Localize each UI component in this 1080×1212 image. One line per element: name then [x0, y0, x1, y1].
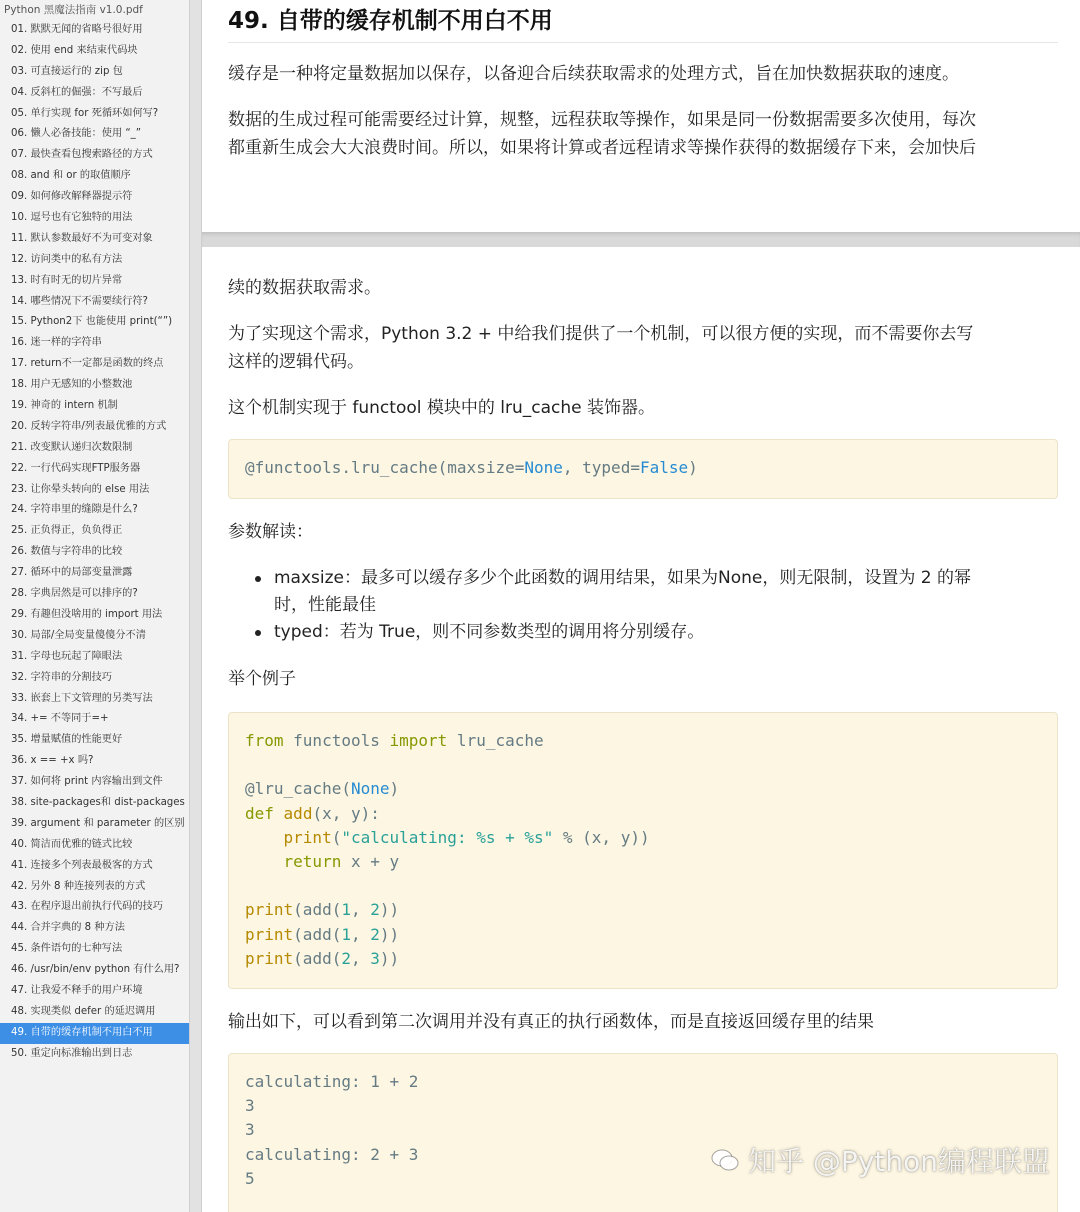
- section-title: 49. 自带的缓存机制不用白不用: [228, 4, 1058, 43]
- code-line: def add(x, y):: [245, 803, 380, 823]
- wechat-icon: [710, 1147, 740, 1173]
- outline-item[interactable]: 24. 字符串里的缝隙是什么?: [11, 504, 138, 516]
- code-block-output: [228, 1053, 1058, 1212]
- outline-item[interactable]: 37. 如何将 print 内容输出到文件: [11, 776, 163, 788]
- outline-item[interactable]: 18. 用户无感知的小整数池: [11, 379, 133, 391]
- outline-item[interactable]: 02. 使用 end 来结束代码块: [11, 44, 138, 56]
- code-line: [245, 753, 1057, 777]
- paragraph-continuation: 续的数据获取需求。: [228, 278, 381, 298]
- outline-item[interactable]: 26. 数值与字符串的比较: [11, 546, 123, 558]
- code-line: [245, 874, 1057, 898]
- paragraph-python-mechanism: [228, 320, 1058, 376]
- param-typed: typed：若为 True，则不同参数类型的调用将分别缓存。: [248, 619, 1058, 646]
- outline-item[interactable]: 48. 实现类似 defer 的延迟调用: [11, 1005, 156, 1017]
- paragraph-line: 都重新生成会大大浪费时间。所以，如果将计算或者远程请求等操作获得的数据缓存下来，会加快后: [228, 138, 976, 158]
- outline-item[interactable]: 19. 神奇的 intern 机制: [11, 400, 118, 412]
- code-constant: False: [639, 458, 689, 477]
- outline-item[interactable]: 45. 条件语句的七种写法: [11, 943, 123, 955]
- outline-item[interactable]: 16. 迷一样的字符串: [11, 337, 102, 349]
- output-line: 3: [245, 1096, 255, 1116]
- outline-item[interactable]: 40. 简洁而优雅的链式比较: [11, 838, 133, 850]
- outline-item[interactable]: 09. 如何修改解释器提示符: [11, 191, 133, 203]
- outline-item[interactable]: 27. 循环中的局部变量泄露: [11, 567, 133, 579]
- outline-item[interactable]: 15. Python2下 也能使用 print(“”): [11, 316, 173, 328]
- example-heading: 举个例子: [228, 669, 296, 689]
- code-line: from functools import lru_cache: [245, 731, 544, 750]
- param-text: maxsize：最多可以缓存多少个此函数的调用结果，如果为None，则无限制，设置为 2 的幂: [274, 568, 971, 588]
- pdf-page-1: [202, 0, 1080, 232]
- outline-item[interactable]: 05. 单行实现 for 死循环如何写?: [11, 107, 159, 119]
- outline-item[interactable]: 25. 正负得正，负负得正: [11, 525, 123, 537]
- outline-item[interactable]: 29. 有趣但没啥用的 import 用法: [11, 608, 163, 620]
- outline-item[interactable]: 47. 让我爱不释手的用户环境: [11, 984, 143, 996]
- outline-list: [0, 20, 189, 1065]
- outline-item[interactable]: 46. /usr/bin/env python 有什么用?: [11, 964, 180, 976]
- pdf-outline-sidebar: [0, 0, 190, 1212]
- param-maxsize: [248, 565, 1058, 619]
- outline-item[interactable]: 20. 反转字符串/列表最优雅的方式: [11, 420, 167, 432]
- outline-item[interactable]: 35. 增量赋值的性能更好: [11, 734, 123, 746]
- pdf-page-2: [202, 247, 1080, 1212]
- code-line: @lru_cache(None): [245, 779, 400, 799]
- outline-item[interactable]: 30. 局部/全局变量傻傻分不清: [11, 629, 146, 641]
- outline-item[interactable]: 17. return不一定都是函数的终点: [11, 358, 164, 370]
- code-constant: None: [524, 458, 563, 477]
- params-heading: 参数解读：: [228, 522, 313, 542]
- outline-item[interactable]: 10. 逗号也有它独特的用法: [11, 212, 133, 224]
- outline-item[interactable]: 01. 默默无闻的省略号很好用: [11, 24, 143, 35]
- watermark-text: 知乎 @Python编程联盟: [748, 1145, 1050, 1178]
- code-line: print(add(1, 2)): [245, 900, 400, 920]
- outline-item[interactable]: 21. 改变默认递归次数限制: [11, 441, 133, 453]
- output-heading: 输出如下，可以看到第二次调用并没有真正的执行函数体，而是直接返回缓存里的结果: [228, 1012, 874, 1032]
- code-text: @functools.lru_cache(maxsize=: [245, 458, 525, 477]
- outline-item[interactable]: 08. and 和 or 的取值顺序: [11, 170, 131, 182]
- outline-item[interactable]: 31. 字母也玩起了障眼法: [11, 650, 123, 662]
- outline-item[interactable]: 43. 在程序退出前执行代码的技巧: [11, 901, 163, 913]
- outline-item[interactable]: 28. 字典居然是可以排序的?: [11, 588, 138, 600]
- code-line: print("calculating: %s + %s" % (x, y)): [283, 827, 650, 847]
- outline-item[interactable]: 06. 懒人必备技能：使用 “_”: [11, 128, 142, 140]
- paragraph-line: 这样的逻辑代码。: [228, 352, 364, 372]
- outline-item[interactable]: 07. 最快查看包搜索路径的方式: [11, 149, 153, 161]
- output-line: calculating: 1 + 2: [245, 1072, 419, 1091]
- outline-item[interactable]: 50. 重定向标准输出到日志: [11, 1047, 133, 1059]
- paragraph-functools-module: 这个机制实现于 functool 模块中的 lru_cache 装饰器。: [228, 398, 656, 418]
- code-line: return x + y: [283, 852, 400, 872]
- code-line: print(add(2, 3)): [245, 948, 400, 968]
- outline-item[interactable]: 23. 让你晕头转向的 else 用法: [11, 483, 150, 495]
- param-text: 时，性能最佳: [274, 595, 376, 615]
- outline-item[interactable]: 14. 哪些情况下不需要续行符?: [11, 295, 148, 307]
- outline-item[interactable]: 04. 反斜杠的倔强：不写最后: [11, 86, 143, 98]
- output-line: 3: [245, 1120, 255, 1140]
- zhihu-watermark: [710, 1140, 1050, 1180]
- outline-item[interactable]: 13. 时有时无的切片异常: [11, 274, 123, 286]
- outline-item[interactable]: 39. argument 和 parameter 的区别: [11, 817, 185, 829]
- outline-item[interactable]: 38. site-packages和 dist-packages: [11, 796, 185, 808]
- code-text: ): [688, 458, 698, 477]
- outline-item[interactable]: 41. 连接多个列表最极客的方式: [11, 859, 153, 871]
- code-block-decorator-signature: [228, 439, 1058, 499]
- outline-item[interactable]: 32. 字符串的分割技巧: [11, 671, 112, 683]
- paragraph-data-generation: [228, 106, 1058, 162]
- code-block-example: [228, 712, 1058, 989]
- document-title: Python 黑魔法指南 v1.0.pdf: [4, 4, 143, 16]
- outline-item[interactable]: 42. 另外 8 种连接列表的方式: [11, 880, 146, 892]
- outline-item[interactable]: 03. 可直接运行的 zip 包: [11, 65, 123, 77]
- outline-item[interactable]: 36. x == +x 吗?: [11, 755, 94, 767]
- outline-item[interactable]: 22. 一行代码实现FTP服务器: [11, 462, 141, 474]
- code-line: print(add(1, 2)): [245, 924, 400, 944]
- output-line: calculating: 2 + 3: [245, 1144, 419, 1164]
- outline-item[interactable]: 44. 合并字典的 8 种方法: [11, 922, 125, 934]
- paragraph-cache-definition: 缓存是一种将定量数据加以保存，以备迎合后续获取需求的处理方式，旨在加快数据获取的速度。: [228, 64, 959, 84]
- outline-item[interactable]: 33. 嵌套上下文管理的另类写法: [11, 692, 153, 704]
- page-separator: [202, 232, 1080, 247]
- outline-item[interactable]: 12. 访问类中的私有方法: [11, 253, 123, 265]
- outline-item[interactable]: 11. 默认参数最好不为可变对象: [11, 232, 153, 244]
- sidebar-scrollbar[interactable]: [190, 0, 202, 1212]
- outline-item[interactable]: 34. += 不等同于=+: [11, 713, 109, 725]
- paragraph-line: 为了实现这个需求，Python 3.2 + 中给我们提供了一个机制，可以很方便的实现，而不需要你去写: [228, 324, 974, 344]
- outline-item[interactable]: 49. 自带的缓存机制不用白不用: [0, 1023, 189, 1044]
- code-text: , typed=: [562, 458, 640, 477]
- params-list: [248, 565, 1058, 646]
- paragraph-line: 数据的生成过程可能需要经过计算，规整，远程获取等操作，如果是同一份数据需要多次使用，每次: [228, 110, 976, 130]
- output-line: 5: [245, 1168, 255, 1188]
